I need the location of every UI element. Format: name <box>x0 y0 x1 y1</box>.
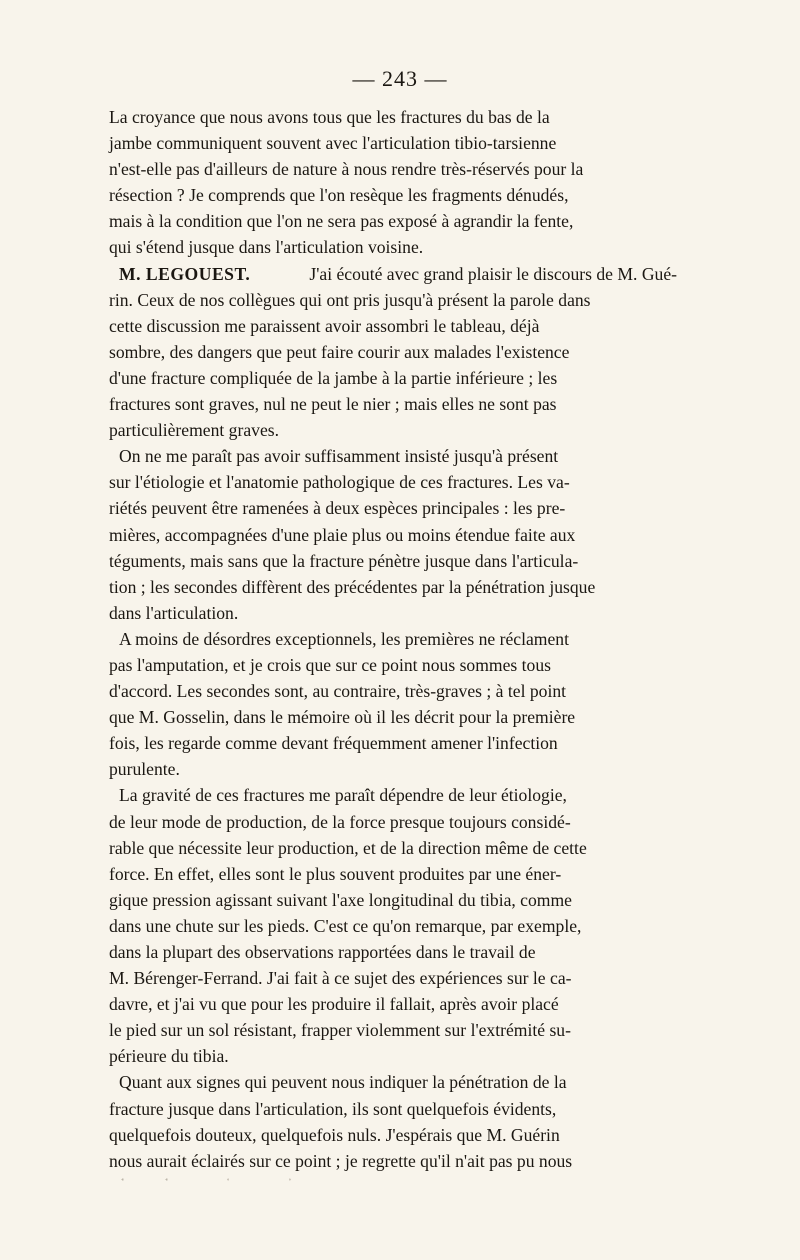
text-line: périeure du tibia. <box>109 1046 229 1067</box>
text-line: La gravité de ces fractures me paraît dépendre de leur étiologie, <box>119 785 567 806</box>
text-line: le pied sur un sol résistant, frapper violemment sur l'extrémité su- <box>109 1020 571 1041</box>
text-line: téguments, mais sans que la fracture pénètre jusque dans l'articula- <box>109 550 579 571</box>
text-line: mais à la condition que l'on ne sera pas exposé à agrandir la fente, <box>109 211 574 232</box>
speaker-line <box>109 261 677 287</box>
text-line: M. Bérenger-Ferrand. J'ai fait à ce sujet des expériences sur le ca- <box>109 968 572 989</box>
text-line: qui s'étend jusque dans l'articulation voisine. <box>109 237 424 258</box>
text-line: rin. Ceux de nos collègues qui ont pris jusqu'à présent la parole dans <box>109 289 591 310</box>
text-line: pas l'amputation, et je crois que sur ce point nous sommes tous <box>109 654 551 675</box>
text-line: d'une fracture compliquée de la jambe à la partie inférieure ; les <box>109 367 558 388</box>
text-line: dans la plupart des observations rapportées dans le travail de <box>109 942 536 962</box>
speaker-line-text: J'ai écouté avec grand plaisir le discours de M. Gué- <box>309 263 677 284</box>
text-line: La croyance que nous avons tous que les fractures du bas de la <box>109 107 550 127</box>
text-line: quelquefois douteux, quelquefois nuls. J'espérais que M. Guérin <box>109 1124 560 1145</box>
text-line: gique pression agissant suivant l'axe longitudinal du tibia, comme <box>109 889 572 910</box>
text-line: fois, les regarde comme devant fréquemment amener l'infection <box>109 733 558 754</box>
text-line: riétés peuvent être ramenées à deux espèces principales : les pre- <box>109 498 566 519</box>
text-line: sombre, des dangers que peut faire courir aux malades l'existence <box>109 341 570 362</box>
page-smudge-mark <box>105 1178 325 1181</box>
text-line: résection ? Je comprends que l'on resèque les fragments dénudés, <box>109 185 569 206</box>
text-line: n'est-elle pas d'ailleurs de nature à nous rendre très-réservés pour la <box>109 159 584 180</box>
text-line: purulente. <box>109 759 180 780</box>
body-text <box>109 104 677 1174</box>
text-line: jambe communiquent souvent avec l'articulation tibio-tarsienne <box>109 133 557 154</box>
text-line: On ne me paraît pas avoir suffisamment insisté jusqu'à présent <box>119 446 559 467</box>
text-line: fractures sont graves, nul ne peut le nier ; mais elles ne sont pas <box>109 394 557 415</box>
text-line: rable que nécessite leur production, et de la direction même de cette <box>109 837 587 858</box>
text-line: de leur mode de production, de la force presque toujours considé- <box>109 811 571 832</box>
text-line: A moins de désordres exceptionnels, les premières ne réclament <box>119 628 569 649</box>
text-line: nous aurait éclairés sur ce point ; je regrette qu'il n'ait pas pu nous <box>109 1150 573 1171</box>
text-line: davre, et j'ai vu que pour les produire il fallait, après avoir placé <box>109 994 559 1015</box>
text-line: tion ; les secondes diffèrent des précédentes par la pénétration jusque <box>109 576 596 597</box>
text-line: fracture jusque dans l'articulation, ils sont quelquefois évidents, <box>109 1098 557 1119</box>
text-line: mières, accompagnées d'une plaie plus ou moins étendue faite aux <box>109 524 576 545</box>
text-line: sur l'étiologie et l'anatomie pathologique de ces fractures. Les va- <box>109 472 570 493</box>
text-line: dans l'articulation. <box>109 602 239 623</box>
text-line: d'accord. Les secondes sont, au contraire, très-graves ; à tel point <box>109 681 567 702</box>
page-number: — 243 — <box>352 66 448 91</box>
text-line: que M. Gosselin, dans le mémoire où il les décrit pour la première <box>109 707 576 728</box>
text-line: force. En effet, elles sont le plus souvent produites par une éner- <box>109 863 562 884</box>
text-line: dans une chute sur les pieds. C'est ce qu'on remarque, par exemple, <box>109 915 582 936</box>
text-line: particulièrement graves. <box>109 420 279 441</box>
text-line: cette discussion me paraissent avoir assombri le tableau, déjà <box>109 315 540 336</box>
text-line: Quant aux signes qui peuvent nous indiquer la pénétration de la <box>119 1072 567 1093</box>
speaker-name: M. LEGOUEST. <box>119 263 251 284</box>
